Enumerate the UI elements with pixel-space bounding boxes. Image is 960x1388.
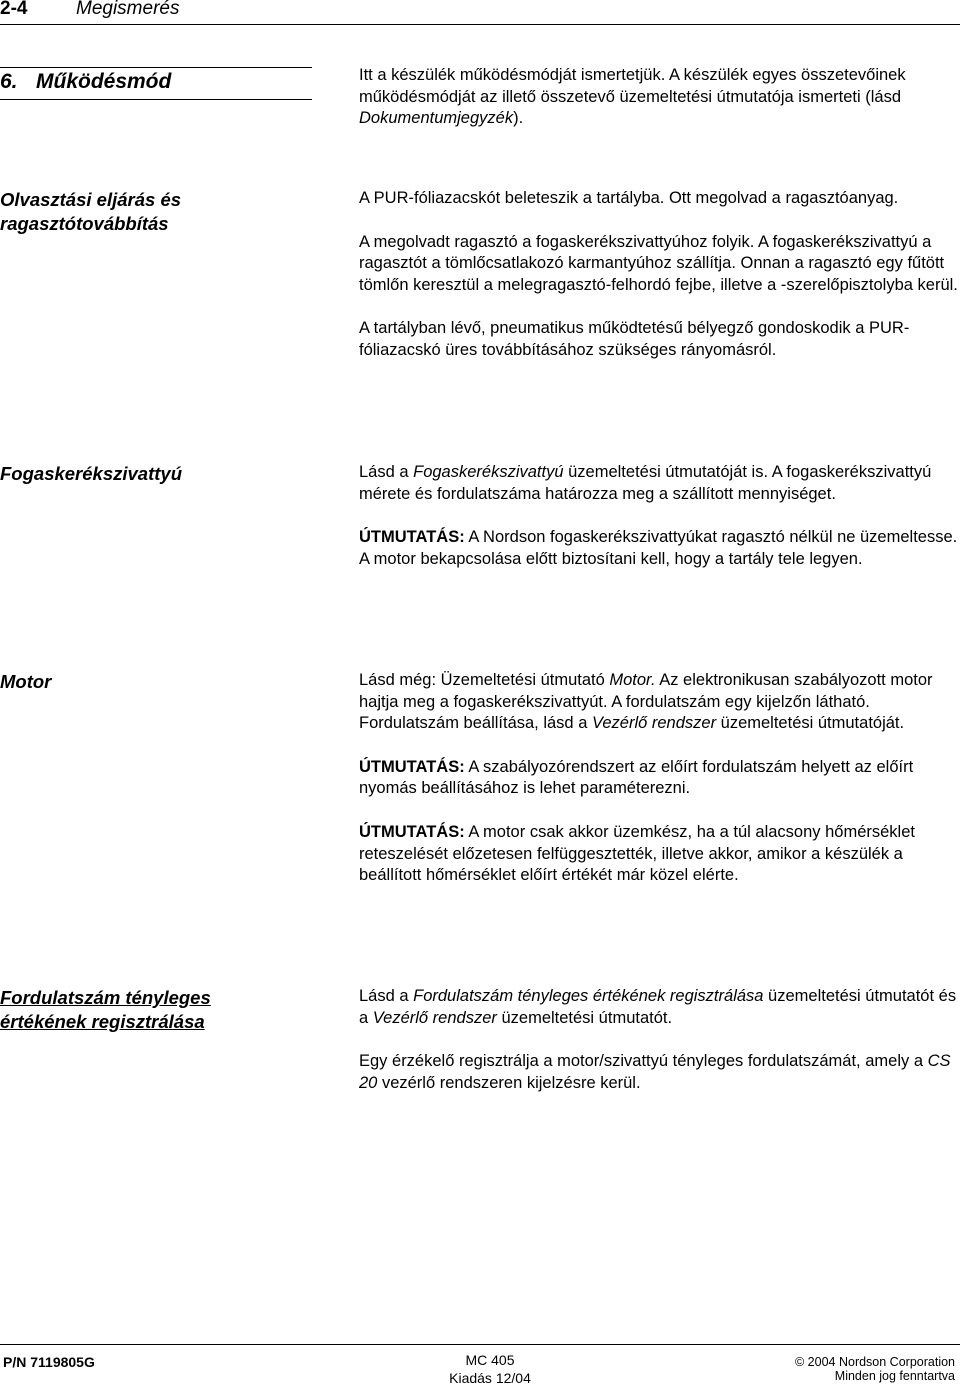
subheading-melting xyxy=(0,188,300,236)
paragraph: A megolvadt ragasztó a fogaskerékszivattyúhoz folyik. A fogaskerékszivattyú a ragasztót a tömlőcsatlakozó karmantyúhoz szállítja. Onnan a ragasztó egy fűtött tömlőn keresztül a melegragasztó-felhordó fejbe, illetve a -szerelőpisztolyba kerül. xyxy=(359,232,958,294)
paragraph: Lásd a Fogaskerékszivattyú üzemeltetési útmutatóját is. A fogaskerékszivattyú mérete és fordulatszáma határozza meg a szállított mennyiséget. xyxy=(359,463,932,503)
section-number: 6. xyxy=(0,70,18,93)
footer-part-number: P/N 7119805G xyxy=(3,1354,95,1370)
footer-rule xyxy=(0,1344,960,1345)
paragraph: Itt a készülék működésmódját ismertetjük. A készülék egyes összetevőinek működésmódját az illető összetevő üzemeltetési útmutatója ismerteti (lásd Dokumentumjegyzék). xyxy=(359,66,906,128)
header-rule xyxy=(0,24,960,25)
subheading-line: Motor xyxy=(0,671,52,692)
section-intro xyxy=(359,65,959,130)
subheading-motor xyxy=(0,670,300,694)
section-heading xyxy=(0,70,171,94)
paragraph: A PUR-fóliazacskót beleteszik a tartályba. Ott megolvad a ragasztóanyag. xyxy=(359,189,899,207)
footer-edition: Kiadás 12/04 xyxy=(449,1370,531,1386)
body-motor xyxy=(359,670,959,887)
paragraph: Lásd még: Üzemeltetési útmutató Motor. Az elektronikusan szabályozott motor hajtja meg a fogaskerékszivattyút. A fordulatszám egy kijelzőn látható. Fordulatszám beállítása, lásd a Vezérlő rendszer üzemeltetési útmutatóját. xyxy=(359,671,933,733)
subheading-line: értékének regisztrálása xyxy=(0,1011,205,1032)
footer-manual-id: MC 405 xyxy=(465,1352,515,1368)
footer-rights: Minden jog fenntartva xyxy=(834,1369,955,1383)
paragraph: ÚTMUTATÁS: A motor csak akkor üzemkész, ha a túl alacsony hőmérséklet reteszelését előzetesen felfüggesztették, illetve akkor, amikor a készülék a beállított hőmérséklet előírt értékét már közel elérte. xyxy=(359,822,915,885)
subheading-line: Olvasztási eljárás és xyxy=(0,189,182,210)
paragraph: A tartályban lévő, pneumatikus működtetésű bélyegző gondoskodik a PUR-fóliazacskó üres továbbításához szükséges rányomásról. xyxy=(359,319,910,359)
paragraph: ÚTMUTATÁS: A Nordson fogaskerékszivattyúkat ragasztó nélkül ne üzemeltesse. A motor bekapcsolása előtt biztosítani kell, hogy a tartály tele legyen. xyxy=(359,528,958,568)
subheading-line: Fordulatszám tényleges xyxy=(0,987,211,1008)
subheading-line: Fogaskerékszivattyú xyxy=(0,463,183,484)
paragraph: Lásd a Fordulatszám tényleges értékének regisztrálása üzemeltetési útmutatót és a Vezérlő rendszer üzemeltetési útmutatót. xyxy=(359,987,957,1027)
chapter-title: Megismerés xyxy=(76,0,180,19)
body-melting xyxy=(359,188,959,362)
body-gear-pump xyxy=(359,462,959,570)
subheading-line: ragasztótovábbítás xyxy=(0,213,169,234)
section-top-rule xyxy=(0,67,312,68)
subheading-speed-registration xyxy=(0,986,300,1034)
page-number: 2-4 xyxy=(0,0,28,19)
footer-copyright: © 2004 Nordson Corporation xyxy=(795,1355,955,1369)
body-speed-registration xyxy=(359,986,959,1094)
section-title: Működésmód xyxy=(36,70,172,93)
subheading-gear-pump xyxy=(0,462,300,486)
paragraph: ÚTMUTATÁS: A szabályozórendszert az előírt fordulatszám helyett az előírt nyomás beállításához is lehet paraméterezni. xyxy=(359,757,914,798)
paragraph: Egy érzékelő regisztrálja a motor/szivattyú tényleges fordulatszámát, amely a CS 20 vezérlő rendszeren kijelzésre kerül. xyxy=(359,1052,951,1092)
section-bottom-rule xyxy=(0,99,312,100)
